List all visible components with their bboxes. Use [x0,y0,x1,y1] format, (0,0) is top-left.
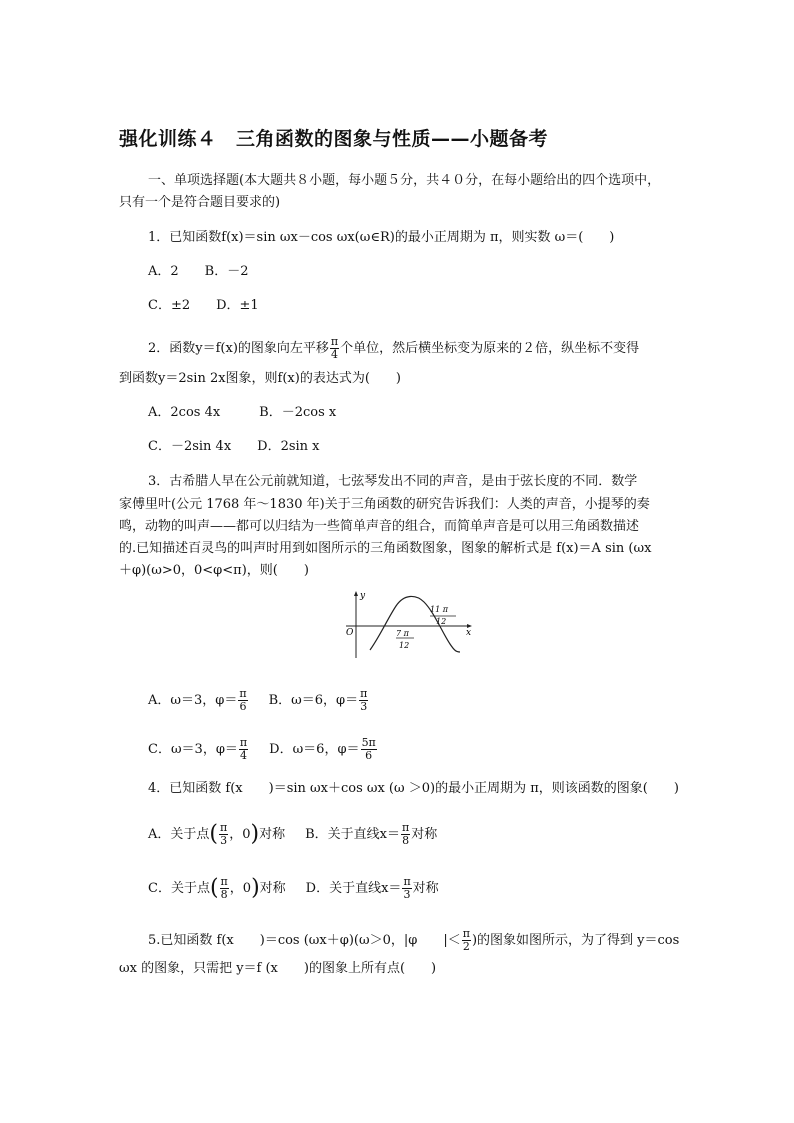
q1-options-cd: C．±2 D．±1 [148,298,259,313]
q4-stem: 4．已知函数 f(x )＝sin ωx＋cos ωx (ω ＞0)的最小正周期为 π，则该函数的图象( ) [148,781,679,796]
page-title: 强化训练４ 三角函数的图象与性质——小题备考 [119,128,549,150]
q2-fraction: $\frac{\pi}{4}$ [330,335,339,361]
origin-label: O [346,628,354,638]
q4-options-ab: A．关于点( $\frac{\pi}{3}$ ，0)对称 B．关于直线x＝ $\frac{\pi}{8}$ 对称 [148,821,438,847]
q3-line2: 家傅里叶(公元 1768 年～1830 年)关于三角函数的研究告诉我们：人类的声音，小提琴的奏 [119,497,650,512]
q2-stem-b: 个单位，然后横坐标变为原来的２倍，纵坐标不变得 [340,341,640,356]
x-axis-label: x [466,628,472,638]
y-axis-arrow [354,591,358,596]
label-7pi-den: 12 [399,641,410,650]
q2-stem-line1 [148,336,639,361]
q1-stem: 1．已知函数f(x)＝sin ωx－cos ωx(ω∈R)的最小正周期为 π，则实数 ω＝( ) [148,230,615,245]
q2-options-cd: C．－2sin 4x D．2sin x [148,439,320,454]
section-heading-line2: 只有一个是符合题目要求的) [119,195,281,210]
q3-line3: 鸣，动物的叫声——都可以归结为一些简单声音的组合，而简单声音是可以用三角函数描述 [119,519,640,534]
q3-sine-graph [342,588,478,660]
q3-line5: ＋φ)(ω>0，0<φ<π)，则( ) [119,563,309,578]
q3-options-ab: A．ω＝3，φ＝ $\frac{\pi}{6}$ B．ω＝6，φ＝ $\frac{\pi}{3}$ [148,687,368,713]
q5-stem-line2: ωx 的图象，只需把 y＝f (x )的图象上所有点( ) [119,961,437,976]
label-7pi-num: 7 π [396,629,409,638]
q5-stem-line1: 5.已知函数 f(x )＝cos (ωx＋φ)(ω＞0，|φ |＜ $\frac{\pi}{2}$ )的图象如图所示，为了得到 y＝cos [148,927,680,953]
q2-stem-a: 2．函数y＝f(x)的图象向左平移 [148,341,329,356]
q1-options-ab: A．2 B．－2 [148,264,249,279]
label-11pi-num: 11 π [430,605,448,614]
q3-line4: 的.已知描述百灵鸟的叫声时用到如图所示的三角函数图象，图象的解析式是 f(x)＝A sin (ωx [119,541,652,556]
q2-stem-line2: 到函数y＝2sin 2x图象，则f(x)的表达式为( ) [119,371,401,386]
q2-options-ab: A．2cos 4x B．－2cos x [148,405,337,420]
label-11pi-den: 12 [436,617,447,626]
q3-line1: 3．古希腊人早在公元前就知道，七弦琴发出不同的声音，是由于弦长度的不同．数学 [148,474,638,489]
q4-options-cd: C．关于点( $\frac{\pi}{8}$ ，0)对称 D．关于直线x＝ $\frac{\pi}{3}$ 对称 [148,875,439,901]
q3-options-cd: C．ω＝3，φ＝ $\frac{\pi}{4}$ D．ω＝6，φ＝ $\frac{5\pi}{6}$ [148,736,376,762]
y-axis-label: y [360,591,366,601]
section-heading-line1: 一、单项选择题(本大题共８小题，每小题５分，共４０分，在每小题给出的四个选项中， [148,173,661,188]
